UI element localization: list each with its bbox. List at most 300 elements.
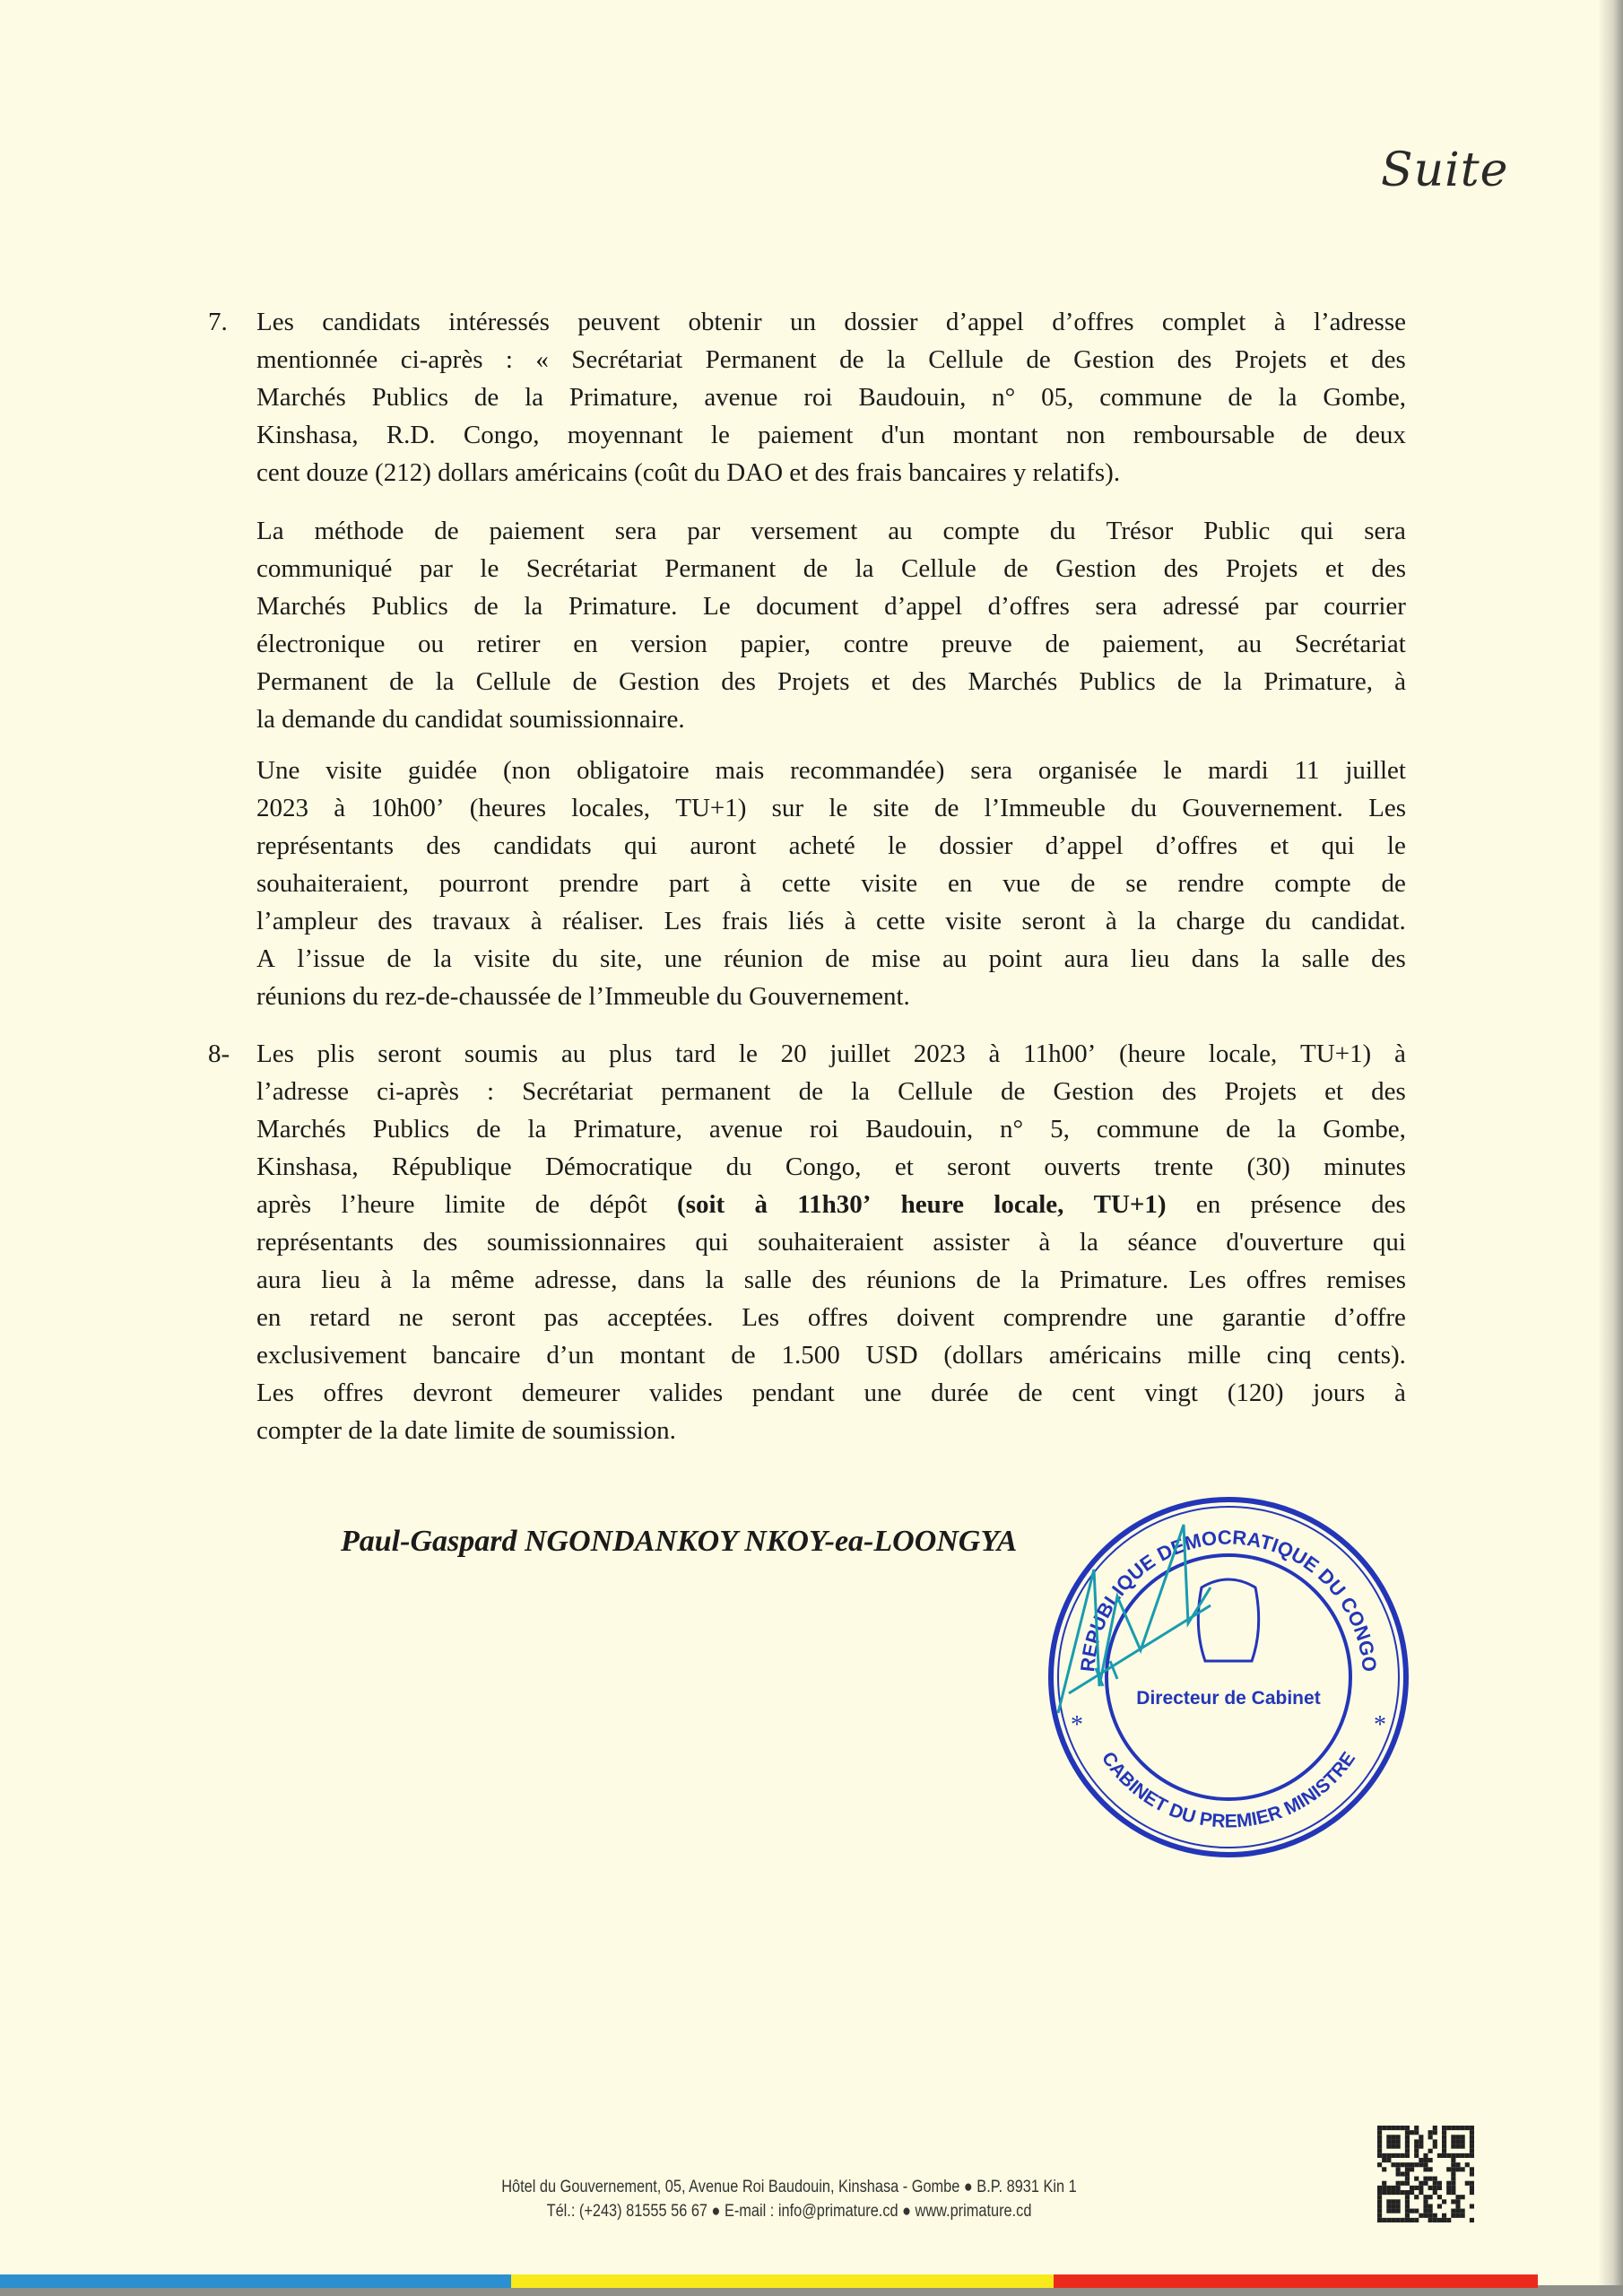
- text-line: réunions du rez-de-chaussée de l’Immeuble du Gouvernement.: [256, 982, 910, 1011]
- word: roi: [809, 1115, 839, 1144]
- word: offres: [323, 1378, 384, 1407]
- text-line: [256, 865, 1406, 902]
- text-line: [256, 1186, 1406, 1223]
- svg-text:CABINET DU PREMIER MINISTRE: [1098, 1748, 1359, 1831]
- word: acheté: [788, 831, 855, 860]
- word: remises: [1326, 1265, 1406, 1294]
- word: mardi: [1208, 756, 1269, 785]
- word: Les: [256, 308, 294, 336]
- word: même: [450, 1265, 515, 1294]
- word: en: [1195, 1190, 1221, 1219]
- flag-stripe-blue: [0, 2274, 511, 2288]
- word: en: [256, 1303, 282, 1332]
- word: des: [911, 667, 947, 696]
- text-line: [256, 550, 1406, 587]
- word: un: [789, 308, 816, 336]
- word: réunions: [866, 1265, 957, 1294]
- word: n°: [992, 383, 1016, 412]
- word: à: [380, 1265, 393, 1294]
- word: juillet: [829, 1039, 891, 1068]
- word: lieu: [321, 1265, 360, 1294]
- word: cette: [876, 907, 925, 935]
- word: de: [534, 1190, 560, 1219]
- text-line: [256, 789, 1406, 827]
- word: le: [829, 794, 848, 822]
- word: Secrétariat: [525, 554, 638, 583]
- stamp-bottom-text: CABINET DU PREMIER MINISTRE: [1097, 1748, 1360, 1832]
- word: adressé: [1162, 592, 1240, 621]
- word: Démocratique: [544, 1152, 693, 1181]
- word: seront: [378, 1039, 442, 1068]
- word: le: [887, 831, 907, 860]
- word: commune: [1096, 1115, 1200, 1144]
- word: à: [739, 869, 751, 898]
- text-line: [256, 1336, 1406, 1374]
- word: le: [480, 554, 499, 583]
- word: sur: [771, 794, 804, 822]
- word: Cellule: [475, 667, 551, 696]
- word: ou: [418, 630, 445, 658]
- word: pendant: [751, 1378, 835, 1407]
- word: le: [738, 1039, 758, 1068]
- word: de: [803, 554, 829, 583]
- word: se: [1125, 869, 1148, 898]
- qr-code-icon: [1377, 2126, 1474, 2222]
- word: version: [630, 630, 707, 658]
- word: Secrétariat: [1294, 630, 1406, 658]
- word: qui: [1300, 517, 1334, 545]
- word: et: [1324, 1077, 1344, 1106]
- word: la: [1261, 944, 1280, 973]
- word: la: [527, 1115, 547, 1144]
- word: dossier: [939, 831, 1013, 860]
- word: qui: [623, 831, 658, 860]
- word: USD: [865, 1341, 918, 1370]
- word: aura: [256, 1265, 301, 1294]
- word: Congo,: [785, 1152, 862, 1181]
- word: paiement: [489, 517, 585, 545]
- word: de: [933, 794, 959, 822]
- word: une: [664, 944, 702, 973]
- word: République: [391, 1152, 512, 1181]
- text-line: [256, 1223, 1406, 1261]
- word: à: [1394, 1378, 1406, 1407]
- word: adresse,: [534, 1265, 618, 1294]
- word: des: [1371, 1190, 1406, 1219]
- word: mille: [1187, 1341, 1241, 1370]
- word: acceptées.: [607, 1303, 714, 1332]
- word: plis: [317, 1039, 355, 1068]
- word: candidats: [322, 308, 421, 336]
- word: pourront: [438, 869, 529, 898]
- word: d’offres: [987, 592, 1070, 621]
- word: locale,: [994, 1190, 1064, 1219]
- word: au: [1237, 630, 1263, 658]
- word: la: [1079, 1228, 1098, 1257]
- text-line: [256, 1148, 1406, 1186]
- word: Cellule: [898, 1077, 973, 1106]
- word: représentants: [256, 831, 394, 860]
- word: de: [386, 944, 412, 973]
- word: des: [1371, 554, 1406, 583]
- word: non: [1065, 421, 1106, 449]
- word: de: [1176, 667, 1202, 696]
- word: Trésor: [1106, 517, 1174, 545]
- page-edge-shadow: [1598, 0, 1623, 2296]
- word: La: [256, 517, 284, 545]
- word: le: [1163, 756, 1183, 785]
- word: de: [473, 383, 499, 412]
- word: (dollars: [943, 1341, 1023, 1370]
- word: rendre: [1177, 869, 1245, 898]
- word: l’Immeuble: [984, 794, 1106, 822]
- word: à: [844, 907, 856, 935]
- word: compte: [942, 517, 1020, 545]
- word: Projets: [1224, 1077, 1298, 1106]
- word: Les: [742, 1303, 780, 1332]
- word: heure: [900, 1190, 965, 1219]
- word: de: [798, 1077, 824, 1106]
- word: soumissionnaires: [486, 1228, 666, 1257]
- word: le: [710, 421, 730, 449]
- word: courrier: [1324, 592, 1406, 621]
- text-line: [256, 663, 1406, 700]
- word: de: [389, 667, 414, 696]
- word: candidat.: [1311, 907, 1406, 935]
- word: d’appel: [1045, 831, 1124, 860]
- word: la: [705, 1265, 725, 1294]
- word: locale,: [1208, 1039, 1278, 1068]
- word: une: [864, 1378, 902, 1407]
- word: souhaiteraient: [758, 1228, 904, 1257]
- word: Permanent: [664, 554, 777, 583]
- word: seront: [1021, 907, 1086, 935]
- word: obligatoire: [577, 756, 690, 785]
- word: la: [851, 1077, 871, 1106]
- word: avenue: [704, 383, 778, 412]
- text-line: [256, 512, 1406, 550]
- word: qui: [695, 1228, 729, 1257]
- word: visite: [325, 756, 383, 785]
- word: sera: [1095, 592, 1138, 621]
- word: et: [871, 667, 890, 696]
- word: qui: [1372, 1228, 1406, 1257]
- word: Cellule: [900, 554, 976, 583]
- word: de: [434, 517, 459, 545]
- word: Primature.: [1059, 1265, 1169, 1294]
- word: Les: [256, 1039, 294, 1068]
- word: visite: [861, 869, 918, 898]
- word: obtenir: [688, 308, 762, 336]
- word: au: [560, 1039, 586, 1068]
- word: vue: [1002, 869, 1041, 898]
- text-line: [256, 902, 1406, 940]
- word: travaux: [432, 907, 511, 935]
- word: à: [1105, 907, 1117, 935]
- word: la: [1277, 1115, 1297, 1144]
- text-line: [256, 1299, 1406, 1336]
- text-line: [256, 1374, 1406, 1412]
- word: et: [1270, 831, 1289, 860]
- word: mentionnée: [256, 345, 378, 374]
- word: d'ouverture: [1226, 1228, 1344, 1257]
- word: Primature,: [573, 1115, 682, 1144]
- word: paiement,: [1102, 630, 1205, 658]
- word: la: [525, 383, 544, 412]
- word: des: [426, 831, 461, 860]
- word: Public: [1203, 517, 1271, 545]
- paragraph-7: [208, 303, 1406, 491]
- word: de: [1226, 1115, 1251, 1144]
- word: Baudouin,: [865, 1115, 974, 1144]
- word: offres: [807, 1303, 869, 1332]
- word: valides: [649, 1378, 724, 1407]
- word: dans: [637, 1265, 686, 1294]
- word: Gombe,: [1323, 1115, 1406, 1144]
- word: Une: [256, 756, 300, 785]
- word: exclusivement: [256, 1341, 407, 1370]
- word: commune: [1099, 383, 1202, 412]
- word: retard: [309, 1303, 370, 1332]
- word: 05,: [1041, 383, 1074, 412]
- word: sera: [970, 756, 1012, 785]
- word: en: [948, 869, 973, 898]
- word: vingt: [1144, 1378, 1198, 1407]
- word: d’appel: [945, 308, 1024, 336]
- word: document: [756, 592, 859, 621]
- word: TU+1): [1093, 1190, 1167, 1219]
- flag-stripe-yellow: [511, 2274, 1054, 2288]
- word: limite: [444, 1190, 506, 1219]
- text-line: [256, 625, 1406, 663]
- word: au: [888, 517, 913, 545]
- word: d’appel: [884, 592, 963, 621]
- word: Secrétariat: [571, 345, 683, 374]
- word: à: [1273, 308, 1286, 336]
- word: garantie: [1221, 1303, 1306, 1332]
- word: à: [988, 1039, 1001, 1068]
- word: trente: [1154, 1152, 1214, 1181]
- word: Projets: [1234, 345, 1307, 374]
- word: à: [1038, 1228, 1051, 1257]
- word: des: [1371, 345, 1406, 374]
- text-line: [256, 1035, 1406, 1073]
- text-line: compter de la date limite de soumission.: [256, 1416, 676, 1445]
- word: juillet: [1345, 756, 1406, 785]
- word: souhaiteraient,: [256, 869, 409, 898]
- word: visite: [945, 907, 1002, 935]
- word: Gestion: [1073, 345, 1155, 374]
- word: (30): [1246, 1152, 1290, 1181]
- word: salle: [1301, 944, 1350, 973]
- word: l’adresse: [256, 1077, 350, 1106]
- word: jours: [1313, 1378, 1366, 1407]
- svg-text:REPUBLIQUE DEMOCRATIQUE DU CON: [1076, 1526, 1381, 1673]
- text-line: [256, 416, 1406, 454]
- word: montant: [952, 421, 1038, 449]
- word: dans: [1191, 944, 1239, 973]
- word: d’offres: [1155, 831, 1238, 860]
- word: recommandée): [790, 756, 945, 785]
- paragraph-number: 8-: [208, 1039, 230, 1068]
- word: Kinshasa,: [256, 1152, 359, 1181]
- word: Publics: [371, 592, 448, 621]
- word: intéressés: [448, 308, 550, 336]
- word: Les: [1188, 1265, 1227, 1294]
- word: part: [668, 869, 710, 898]
- text-line: [256, 752, 1406, 789]
- word: minutes: [1324, 1152, 1406, 1181]
- word: de: [473, 592, 499, 621]
- word: permanent: [661, 1077, 771, 1106]
- word: doivent: [896, 1303, 975, 1332]
- word: la: [412, 1265, 431, 1294]
- word: de: [839, 345, 864, 374]
- word: papier,: [740, 630, 811, 658]
- word: contre: [843, 630, 909, 658]
- star-icon: *: [1071, 1711, 1083, 1739]
- text-line: [256, 341, 1406, 378]
- word: Marchés: [968, 667, 1058, 696]
- text-line: [256, 303, 1406, 341]
- word: d’offre: [1333, 1303, 1406, 1332]
- word: représentants: [256, 1228, 394, 1257]
- word: (heures: [469, 794, 547, 822]
- word: site,: [599, 944, 643, 973]
- paragraph-payment: [256, 512, 1406, 738]
- word: :: [487, 1077, 495, 1106]
- word: présence: [1250, 1190, 1341, 1219]
- word: candidats: [493, 831, 592, 860]
- word: d’un: [546, 1341, 595, 1370]
- word: 11h30’: [797, 1190, 872, 1219]
- official-stamp: [1040, 1489, 1417, 1866]
- word: locales,: [571, 794, 651, 822]
- word: deux: [1355, 421, 1406, 449]
- word: R.D.: [386, 421, 436, 449]
- word: par: [1264, 592, 1298, 621]
- word: offres: [1245, 1265, 1307, 1294]
- word: à: [530, 907, 542, 935]
- stamp-center-text: Directeur de Cabinet: [1136, 1688, 1321, 1709]
- word: de: [1302, 421, 1328, 449]
- word: Publics: [1079, 667, 1156, 696]
- word: 1.500: [781, 1341, 840, 1370]
- word: Publics: [372, 1115, 450, 1144]
- word: d’offres: [1052, 308, 1134, 336]
- word: et: [894, 1152, 914, 1181]
- word: Secrétariat: [522, 1077, 634, 1106]
- word: au: [942, 944, 968, 973]
- word: la: [1137, 907, 1157, 935]
- word: Congo,: [463, 421, 540, 449]
- word: électronique: [256, 630, 386, 658]
- word: des: [422, 1228, 458, 1257]
- word: la: [1278, 383, 1298, 412]
- word: TU+1): [1300, 1039, 1372, 1068]
- word: l’issue: [297, 944, 366, 973]
- word: de: [1000, 1077, 1026, 1106]
- word: Les: [1368, 794, 1406, 822]
- word: peuvent: [577, 308, 661, 336]
- word: l’ampleur: [256, 907, 358, 935]
- word: Primature,: [1263, 667, 1374, 696]
- word: «: [535, 345, 549, 374]
- word: à: [754, 1190, 768, 1219]
- word: Les: [664, 907, 702, 935]
- word: auront: [690, 831, 757, 860]
- word: Les: [256, 1378, 294, 1407]
- word: sera: [614, 517, 657, 545]
- paragraph-number: 7.: [208, 308, 228, 336]
- word: visite: [473, 944, 531, 973]
- word: du: [1264, 907, 1291, 935]
- word: une: [1156, 1303, 1193, 1332]
- word: bancaire: [432, 1341, 521, 1370]
- suite-heading: Suite: [1381, 144, 1509, 197]
- star-icon: *: [1374, 1711, 1386, 1739]
- word: ci-après: [400, 345, 483, 374]
- word: réaliser.: [562, 907, 645, 935]
- word: d'un: [881, 421, 925, 449]
- word: du: [551, 944, 578, 973]
- text-line: [256, 940, 1406, 978]
- word: de: [1018, 1378, 1043, 1407]
- word: de: [1003, 554, 1028, 583]
- word: du: [1131, 794, 1158, 822]
- word: la: [433, 944, 453, 973]
- word: moyennant: [567, 421, 683, 449]
- word: cette: [781, 869, 831, 898]
- word: Le: [702, 592, 731, 621]
- word: Gouvernement.: [1182, 794, 1343, 822]
- word: frais: [721, 907, 768, 935]
- word: (120): [1227, 1378, 1284, 1407]
- word: cents).: [1337, 1341, 1406, 1370]
- word: (non: [503, 756, 551, 785]
- word: n°: [1000, 1115, 1024, 1144]
- word: 5,: [1050, 1115, 1070, 1144]
- word: des: [378, 907, 412, 935]
- text-line: la demande du candidat soumissionnaire.: [256, 705, 685, 734]
- word: de: [1045, 630, 1070, 658]
- word: 2023: [913, 1039, 966, 1068]
- word: soumis: [464, 1039, 539, 1068]
- word: Kinshasa,: [256, 421, 359, 449]
- word: preuve: [941, 630, 1012, 658]
- word: la: [435, 667, 455, 696]
- footer-contact: Tél.: (+243) 81555 56 67 ● E-mail : info@primature.cd ● www.primature.cd: [546, 2202, 1032, 2221]
- word: et: [1324, 554, 1344, 583]
- word: Publics: [371, 383, 449, 412]
- word: point: [988, 944, 1043, 973]
- word: site: [872, 794, 909, 822]
- text-line: cent douze (212) dollars américains (coût du DAO et des frais bancaires y relatifs).: [256, 458, 1121, 487]
- word: méthode: [314, 517, 404, 545]
- word: organisée: [1037, 756, 1138, 785]
- word: Projets: [777, 667, 850, 696]
- word: seront: [947, 1152, 1011, 1181]
- word: par: [419, 554, 453, 583]
- word: versement: [751, 517, 858, 545]
- word: Gestion: [618, 667, 700, 696]
- word: l’adresse: [1313, 308, 1406, 336]
- word: en: [573, 630, 598, 658]
- word: des: [812, 1265, 846, 1294]
- word: qui: [1321, 831, 1355, 860]
- word: de: [572, 667, 597, 696]
- word: Primature,: [568, 383, 679, 412]
